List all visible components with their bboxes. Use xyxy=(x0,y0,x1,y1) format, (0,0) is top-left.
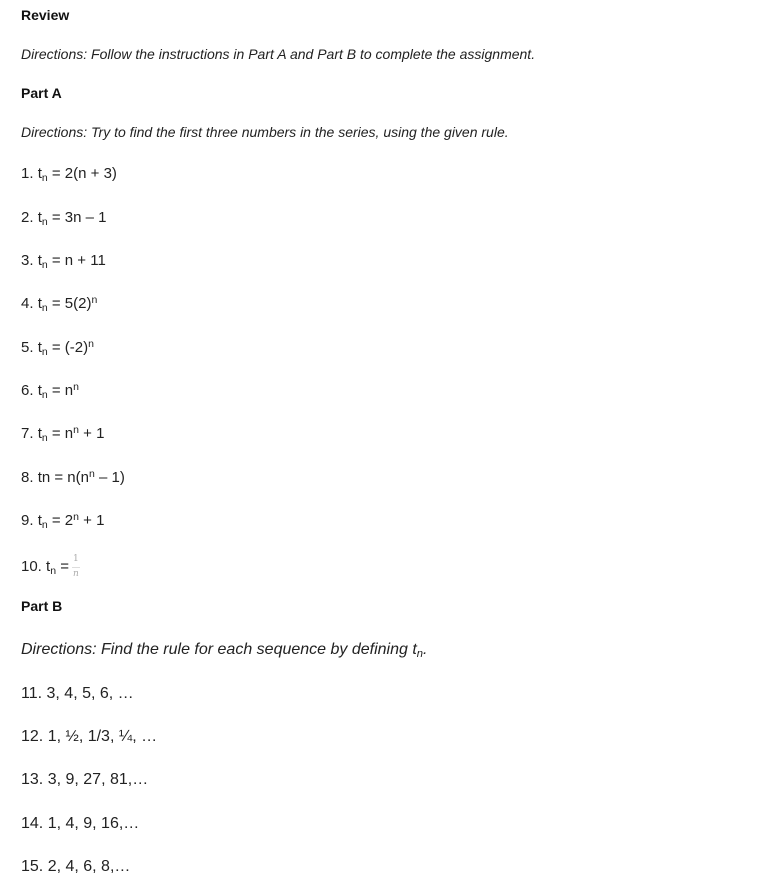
rule-expression-tail: – 1) xyxy=(99,469,125,486)
term-subscript: n xyxy=(41,389,48,401)
rule-expression-tail: + 1 xyxy=(83,425,105,442)
rule-expression: tn = n(n xyxy=(37,469,89,486)
item-number: 9. xyxy=(21,512,34,529)
part-a-item-7 xyxy=(21,425,104,442)
term-subscript: n xyxy=(416,648,424,660)
item-number: 5. xyxy=(21,339,34,356)
term-t: t xyxy=(37,339,42,356)
part-b-item-15: 15. 2, 4, 6, 8,… xyxy=(21,858,131,875)
directions: Directions: Follow the instructions in Part A and Part B to complete the assignment. xyxy=(21,46,536,62)
rule-expression-tail: + 1 xyxy=(83,512,105,529)
rule-expression: = 3n – 1 xyxy=(51,209,107,226)
exponent: n xyxy=(73,511,79,523)
term-t: t xyxy=(46,558,51,575)
item-number: 2. xyxy=(21,209,34,226)
term-subscript: n xyxy=(41,346,48,358)
rule-expression: = xyxy=(60,558,69,575)
part-b-item-14: 14. 1, 4, 9, 16,… xyxy=(21,815,140,832)
item-number: 10. xyxy=(21,558,42,575)
exponent: n xyxy=(88,468,95,480)
term-t: t xyxy=(37,209,42,226)
part-a-item-1 xyxy=(21,165,117,182)
term-subscript: n xyxy=(41,172,48,184)
item-number: 4. xyxy=(21,295,34,312)
part-b-heading: Part B xyxy=(21,598,63,614)
rule-expression: = 2 xyxy=(51,512,74,529)
term-t: t xyxy=(37,252,42,269)
fraction-numerator: 1 xyxy=(72,554,79,564)
fraction-denominator: n xyxy=(72,569,79,579)
exponent: n xyxy=(91,294,98,306)
part-b-item-12: 12. 1, ½, 1/3, ¼, … xyxy=(21,728,158,745)
item-number: 8. xyxy=(21,469,34,486)
part-b-item-11: 11. 3, 4, 5, 6, … xyxy=(21,685,134,702)
rule-expression: = n xyxy=(51,382,74,399)
fraction-image xyxy=(71,555,83,581)
directions-text: Directions: Find the rule for each sequence by defining t xyxy=(21,641,417,658)
part-a-directions: Directions: Try to find the first three numbers in the series, using the given rule. xyxy=(21,124,509,140)
part-a-item-8 xyxy=(21,469,125,486)
term-t: t xyxy=(37,512,42,529)
rule-expression: = (-2) xyxy=(51,339,89,356)
part-a-item-4 xyxy=(21,295,97,312)
term-subscript: n xyxy=(41,432,48,444)
exponent: n xyxy=(88,338,94,350)
item-number: 1. xyxy=(21,165,34,182)
part-a-item-5 xyxy=(21,339,94,356)
part-a-item-2 xyxy=(21,209,107,226)
directions-period: . xyxy=(423,641,428,658)
term-subscript: n xyxy=(41,519,48,531)
part-a-item-3 xyxy=(21,252,106,269)
part-a-item-10 xyxy=(21,555,83,581)
item-number: 3. xyxy=(21,252,34,269)
term-subscript: n xyxy=(50,565,57,577)
item-number: 6. xyxy=(21,382,34,399)
fraction-bar xyxy=(72,567,80,568)
rule-expression: = n + 11 xyxy=(51,252,106,269)
part-a-heading: Part A xyxy=(21,85,62,101)
rule-expression: = 5(2) xyxy=(51,295,92,312)
exponent: n xyxy=(73,381,79,393)
term-t: t xyxy=(37,425,42,442)
rule-expression: = n xyxy=(51,425,74,442)
term-subscript: n xyxy=(41,259,48,271)
term-t: t xyxy=(37,295,42,312)
rule-expression: = 2(n + 3) xyxy=(51,165,117,182)
part-b-directions xyxy=(21,641,427,659)
part-a-item-9 xyxy=(21,512,104,529)
term-subscript: n xyxy=(41,216,48,228)
exponent: n xyxy=(73,424,79,436)
part-b-item-13: 13. 3, 9, 27, 81,… xyxy=(21,771,149,788)
item-number: 7. xyxy=(21,425,34,442)
term-t: t xyxy=(37,165,42,182)
term-subscript: n xyxy=(41,302,48,314)
page-title: Review xyxy=(21,7,70,23)
part-a-item-6 xyxy=(21,382,79,399)
term-t: t xyxy=(37,382,42,399)
